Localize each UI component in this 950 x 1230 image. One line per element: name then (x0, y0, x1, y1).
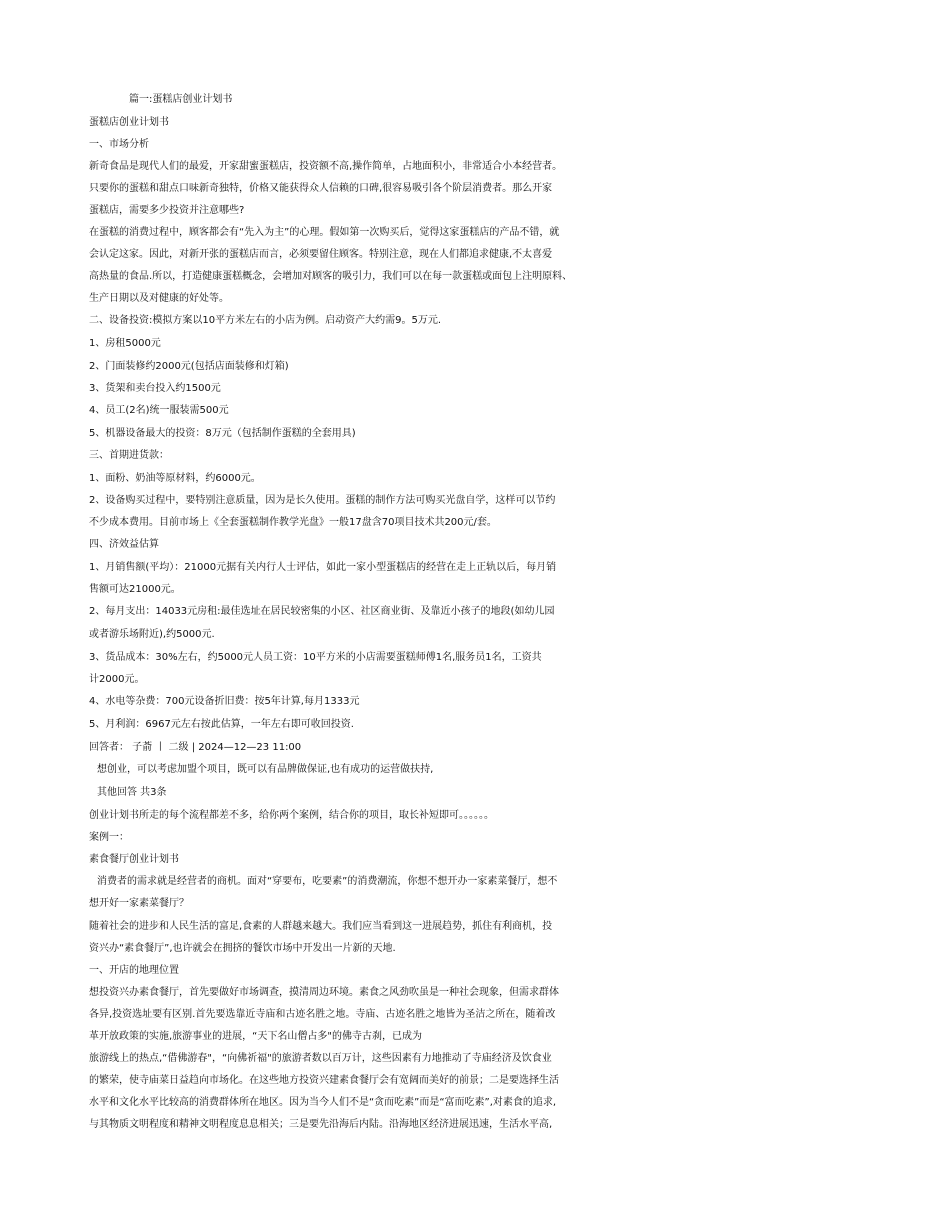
text-line: 售额可达21000元。 (89, 584, 181, 595)
text-line: 4、员工(2名)统一服装需500元 (89, 405, 229, 416)
text-line: 3、货架和卖台投入约1500元 (89, 383, 221, 394)
text-line: 消费者的需求就是经营者的商机。面对“穿要布，吃要素”的消费潮流，你想不想开办一家素菜餐厅，想不 (97, 876, 558, 887)
text-line: 5、月利润：6967元左右按此估算，一年左右即可收回投资. (89, 719, 354, 730)
text-line: 2、门面装修约2000元(包括店面装修和灯箱) (89, 361, 289, 372)
text-line: 计2000元。 (89, 674, 145, 685)
text-line: 只要你的蛋糕和甜点口味新奇独特，价格又能获得众人信赖的口碑,很容易吸引各个阶层消费者。那么开家 (89, 183, 553, 194)
text-line: 四、济效益估算 (89, 539, 159, 550)
text-line: 想开好一家素菜餐厅？ (89, 898, 189, 909)
text-line: 或者游乐场附近),约5000元. (89, 629, 215, 640)
text-line: 的繁荣，使寺庙菜日益趋向市场化。在这些地方投资兴建素食餐厅会有宽阔而美好的前景；二是要选择生活 (89, 1075, 559, 1086)
text-line: 蛋糕店，需要多少投资并注意哪些? (89, 205, 245, 216)
text-line: 生产日期以及对健康的好处等。 (89, 293, 229, 304)
text-line: 新奇食品是现代人们的最爱，开家甜蜜蛋糕店，投资额不高,操作简单，占地面积小，非常适合小本经营者。 (89, 161, 563, 172)
answerer-meta: 回答者： 子萮 丨 二级 | 2024—12—23 11:00 (89, 742, 302, 753)
text-line: 蛋糕店创业计划书 (89, 117, 169, 128)
text-line: 一、市场分析 (89, 139, 149, 150)
document-header: 篇一:蛋糕店创业计划书 (129, 94, 233, 105)
text-line: 想投资兴办素食餐厅，首先要做好市场调查，摸清周边环境。素食之风劲吹虽是一种社会现象，但需求群体 (89, 987, 559, 998)
text-line: 想创业，可以考虑加盟个项目，既可以有品牌做保证,也有成功的运营做扶持, (97, 764, 434, 775)
text-line: 2、设备购买过程中，要特别注意质量，因为是长久使用。蛋糕的制作方法可购买光盘自学，这样可以节约 (89, 495, 556, 506)
text-line: 一、开店的地理位置 (89, 965, 179, 976)
text-line: 与其物质文明程度和精神文明程度息息相关；三是要先沿海后内陆。沿海地区经济进展迅速，生活水平高, (89, 1119, 553, 1130)
text-line: 1、面粉、奶油等原材料，约6000元。 (89, 473, 261, 484)
text-line: 4、水电等杂费：700元设备折旧费：按5年计算,每月1333元 (89, 696, 360, 707)
text-line: 会认定这家。因此，对新开张的蛋糕店而言，必须要留住顾客。特别注意，现在人们都追求健康,不太喜爱 (89, 249, 553, 260)
text-line: 2、每月支出：14033元房租:最佳选址在居民较密集的小区、社区商业街、及靠近小孩子的地段(如幼儿园 (89, 606, 555, 617)
text-line: 随着社会的进步和人民生活的富足,食素的人群越来越大。我们应当看到这一进展趋势，抓住有利商机，投 (89, 921, 553, 932)
text-line: 3、货品成本：30%左右，约5000元人员工资：10平方米的小店需要蛋糕师傅1名,服务员1名，工资共 (89, 652, 542, 663)
text-line: 革开放政策的实施,旅游事业的进展，“天下名山僧占多"的佛寺古刹，已成为 (89, 1031, 422, 1042)
text-line: 水平和文化水平比较高的消费群体所在地区。因为当今人们不是“贪而吃素”而是“富而吃素”,对素食的追求, (89, 1097, 557, 1108)
text-line: 三、首期进货款： (89, 450, 169, 461)
text-line: 1、月销售额(平均）：21000元据有关内行人士评估，如此一家小型蛋糕店的经营在走上正轨以后，每月销 (89, 562, 557, 573)
text-line: 不少成本费用。目前市场上《全套蛋糕制作教学光盘》一般17盘含70项目技术共200元/套。 (89, 517, 497, 528)
text-line: 二、设备投资:模拟方案以10平方米左右的小店为例。启动资产大约需9。5万元. (89, 315, 441, 326)
text-line: 素食餐厅创业计划书 (89, 854, 179, 865)
text-line: 案例一： (89, 832, 129, 843)
text-line: 1、房租5000元 (89, 338, 161, 349)
text-line: 5、机器设备最大的投资：8万元（包括制作蛋糕的全套用具) (89, 428, 356, 439)
other-answers-count: 其他回答 共3条 (97, 787, 167, 798)
text-line: 资兴办“素食餐厅”,也许就会在拥挤的餐饮市场中开发出一片新的天地. (89, 943, 396, 954)
text-line: 在蛋糕的消费过程中，顾客都会有“先入为主”的心理。假如第一次购买后，觉得这家蛋糕店的产品不错，就 (89, 227, 560, 238)
text-line: 旅游线上的热点,“借佛游春"，“向佛祈福"的旅游者数以百万计，这些因素有力地推动了寺庙经济及饮食业 (89, 1053, 552, 1064)
text-line: 创业计划书所走的每个流程都差不多，给你两个案例，结合你的项目，取长补短即可。。。。。。 (89, 810, 494, 821)
text-line: 高热量的食品.所以，打造健康蛋糕概念，会增加对顾客的吸引力，我们可以在每一款蛋糕或面包上注明原料、 (89, 271, 573, 282)
text-line: 各异,投资选址要有区别.首先要选靠近寺庙和古迹名胜之地。寺庙、古迹名胜之地皆为圣洁之所在，随着改 (89, 1009, 556, 1020)
